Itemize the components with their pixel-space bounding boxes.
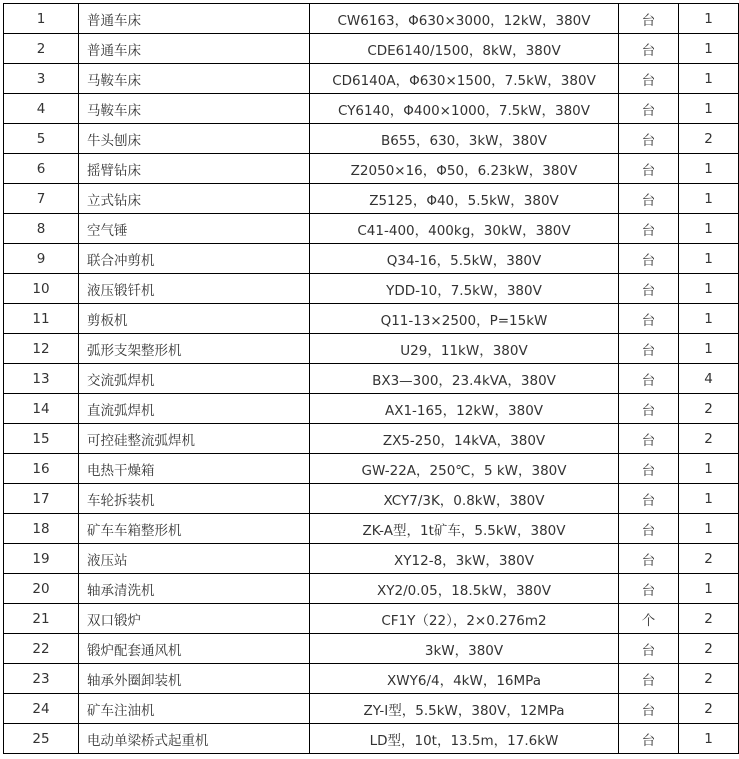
row-number: 11 <box>4 304 79 334</box>
unit: 台 <box>619 274 679 304</box>
table-row <box>4 34 739 64</box>
unit: 台 <box>619 724 679 754</box>
row-number: 2 <box>4 34 79 64</box>
unit: 台 <box>619 244 679 274</box>
quantity: 1 <box>679 274 739 304</box>
unit: 台 <box>619 514 679 544</box>
quantity: 1 <box>679 574 739 604</box>
table-row <box>4 484 739 514</box>
row-number: 8 <box>4 214 79 244</box>
equipment-spec: Z5125，Φ40，5.5kW，380V <box>310 184 619 214</box>
unit: 台 <box>619 34 679 64</box>
table-row <box>4 604 739 634</box>
quantity: 1 <box>679 214 739 244</box>
row-number: 19 <box>4 544 79 574</box>
unit: 台 <box>619 424 679 454</box>
table-row <box>4 124 739 154</box>
table-row <box>4 424 739 454</box>
quantity: 1 <box>679 94 739 124</box>
equipment-spec: XCY7/3K，0.8kW，380V <box>310 484 619 514</box>
table-row <box>4 64 739 94</box>
unit: 台 <box>619 334 679 364</box>
equipment-spec: ZX5-250，14kVA，380V <box>310 424 619 454</box>
row-number: 13 <box>4 364 79 394</box>
unit: 台 <box>619 544 679 574</box>
equipment-table <box>3 3 739 754</box>
quantity: 2 <box>679 604 739 634</box>
equipment-spec: XY12-8，3kW，380V <box>310 544 619 574</box>
equipment-spec: B655，630，3kW，380V <box>310 124 619 154</box>
row-number: 14 <box>4 394 79 424</box>
row-number: 4 <box>4 94 79 124</box>
equipment-spec: LD型，10t，13.5m，17.6kW <box>310 724 619 754</box>
row-number: 18 <box>4 514 79 544</box>
row-number: 1 <box>4 4 79 34</box>
row-number: 15 <box>4 424 79 454</box>
table-row <box>4 274 739 304</box>
quantity: 1 <box>679 514 739 544</box>
quantity: 1 <box>679 184 739 214</box>
quantity: 2 <box>679 424 739 454</box>
equipment-name: 轴承清洗机 <box>79 574 310 604</box>
equipment-name: 空气锤 <box>79 214 310 244</box>
equipment-spec: CW6163，Φ630×3000，12kW，380V <box>310 4 619 34</box>
row-number: 25 <box>4 724 79 754</box>
unit: 台 <box>619 664 679 694</box>
equipment-spec: CD6140A，Φ630×1500，7.5kW，380V <box>310 64 619 94</box>
table-row <box>4 514 739 544</box>
table-row <box>4 334 739 364</box>
equipment-spec: XY2/0.05，18.5kW，380V <box>310 574 619 604</box>
unit: 台 <box>619 394 679 424</box>
row-number: 22 <box>4 634 79 664</box>
quantity: 2 <box>679 694 739 724</box>
quantity: 2 <box>679 394 739 424</box>
row-number: 17 <box>4 484 79 514</box>
equipment-spec: Z2050×16，Φ50，6.23kW，380V <box>310 154 619 184</box>
equipment-spec: YDD-10，7.5kW，380V <box>310 274 619 304</box>
quantity: 1 <box>679 334 739 364</box>
equipment-name: 电动单梁桥式起重机 <box>79 724 310 754</box>
equipment-name: 弧形支架整形机 <box>79 334 310 364</box>
equipment-spec: ZY-I型，5.5kW，380V，12MPa <box>310 694 619 724</box>
row-number: 3 <box>4 64 79 94</box>
equipment-name: 矿车车箱整形机 <box>79 514 310 544</box>
equipment-name: 矿车注油机 <box>79 694 310 724</box>
quantity: 1 <box>679 154 739 184</box>
equipment-spec: Q34-16，5.5kW，380V <box>310 244 619 274</box>
equipment-name: 锻炉配套通风机 <box>79 634 310 664</box>
equipment-spec: Q11-13×2500，P=15kW <box>310 304 619 334</box>
row-number: 9 <box>4 244 79 274</box>
equipment-name: 轴承外圈卸装机 <box>79 664 310 694</box>
row-number: 20 <box>4 574 79 604</box>
table-row <box>4 214 739 244</box>
row-number: 12 <box>4 334 79 364</box>
table-row <box>4 574 739 604</box>
equipment-table-body <box>4 4 739 754</box>
quantity: 1 <box>679 64 739 94</box>
unit: 台 <box>619 4 679 34</box>
equipment-name: 马鞍车床 <box>79 94 310 124</box>
equipment-spec: CDE6140/1500，8kW，380V <box>310 34 619 64</box>
unit: 台 <box>619 214 679 244</box>
quantity: 1 <box>679 34 739 64</box>
table-row <box>4 244 739 274</box>
equipment-spec: U29，11kW，380V <box>310 334 619 364</box>
unit: 台 <box>619 154 679 184</box>
equipment-spec: C41-400，400kg，30kW，380V <box>310 214 619 244</box>
quantity: 1 <box>679 724 739 754</box>
equipment-name: 双口锻炉 <box>79 604 310 634</box>
table-row <box>4 724 739 754</box>
unit: 台 <box>619 484 679 514</box>
equipment-name: 摇臂钻床 <box>79 154 310 184</box>
unit: 台 <box>619 694 679 724</box>
equipment-spec: BX3—300，23.4kVA，380V <box>310 364 619 394</box>
equipment-spec: 3kW，380V <box>310 634 619 664</box>
equipment-name: 直流弧焊机 <box>79 394 310 424</box>
row-number: 10 <box>4 274 79 304</box>
unit: 台 <box>619 574 679 604</box>
table-row <box>4 304 739 334</box>
table-row <box>4 184 739 214</box>
equipment-name: 联合冲剪机 <box>79 244 310 274</box>
unit: 台 <box>619 184 679 214</box>
equipment-spec: ZK-A型，1t矿车，5.5kW，380V <box>310 514 619 544</box>
row-number: 24 <box>4 694 79 724</box>
equipment-name: 可控硅整流弧焊机 <box>79 424 310 454</box>
equipment-name: 牛头刨床 <box>79 124 310 154</box>
table-row <box>4 364 739 394</box>
row-number: 5 <box>4 124 79 154</box>
table-row <box>4 394 739 424</box>
quantity: 1 <box>679 4 739 34</box>
unit: 台 <box>619 304 679 334</box>
equipment-name: 车轮拆装机 <box>79 484 310 514</box>
equipment-name: 液压站 <box>79 544 310 574</box>
equipment-name: 普通车床 <box>79 4 310 34</box>
row-number: 23 <box>4 664 79 694</box>
equipment-name: 立式钻床 <box>79 184 310 214</box>
equipment-name: 电热干燥箱 <box>79 454 310 484</box>
equipment-name: 交流弧焊机 <box>79 364 310 394</box>
quantity: 2 <box>679 544 739 574</box>
equipment-spec: CY6140，Φ400×1000，7.5kW，380V <box>310 94 619 124</box>
quantity: 2 <box>679 664 739 694</box>
unit: 个 <box>619 604 679 634</box>
equipment-spec: CF1Y（22），2×0.276m2 <box>310 604 619 634</box>
quantity: 1 <box>679 454 739 484</box>
table-row <box>4 94 739 124</box>
unit: 台 <box>619 124 679 154</box>
unit: 台 <box>619 94 679 124</box>
quantity: 1 <box>679 244 739 274</box>
quantity: 1 <box>679 304 739 334</box>
unit: 台 <box>619 64 679 94</box>
equipment-name: 剪板机 <box>79 304 310 334</box>
equipment-name: 马鞍车床 <box>79 64 310 94</box>
row-number: 6 <box>4 154 79 184</box>
equipment-name: 普通车床 <box>79 34 310 64</box>
table-row <box>4 664 739 694</box>
table-row <box>4 634 739 664</box>
equipment-name: 液压锻钎机 <box>79 274 310 304</box>
table-row <box>4 154 739 184</box>
equipment-spec: AX1-165，12kW，380V <box>310 394 619 424</box>
table-row <box>4 544 739 574</box>
table-row <box>4 4 739 34</box>
unit: 台 <box>619 454 679 484</box>
row-number: 7 <box>4 184 79 214</box>
quantity: 1 <box>679 484 739 514</box>
table-row <box>4 454 739 484</box>
quantity: 4 <box>679 364 739 394</box>
quantity: 2 <box>679 634 739 664</box>
row-number: 16 <box>4 454 79 484</box>
equipment-spec: GW-22A，250℃，5 kW，380V <box>310 454 619 484</box>
row-number: 21 <box>4 604 79 634</box>
unit: 台 <box>619 364 679 394</box>
equipment-spec: XWY6/4，4kW，16MPa <box>310 664 619 694</box>
unit: 台 <box>619 634 679 664</box>
quantity: 2 <box>679 124 739 154</box>
table-row <box>4 694 739 724</box>
